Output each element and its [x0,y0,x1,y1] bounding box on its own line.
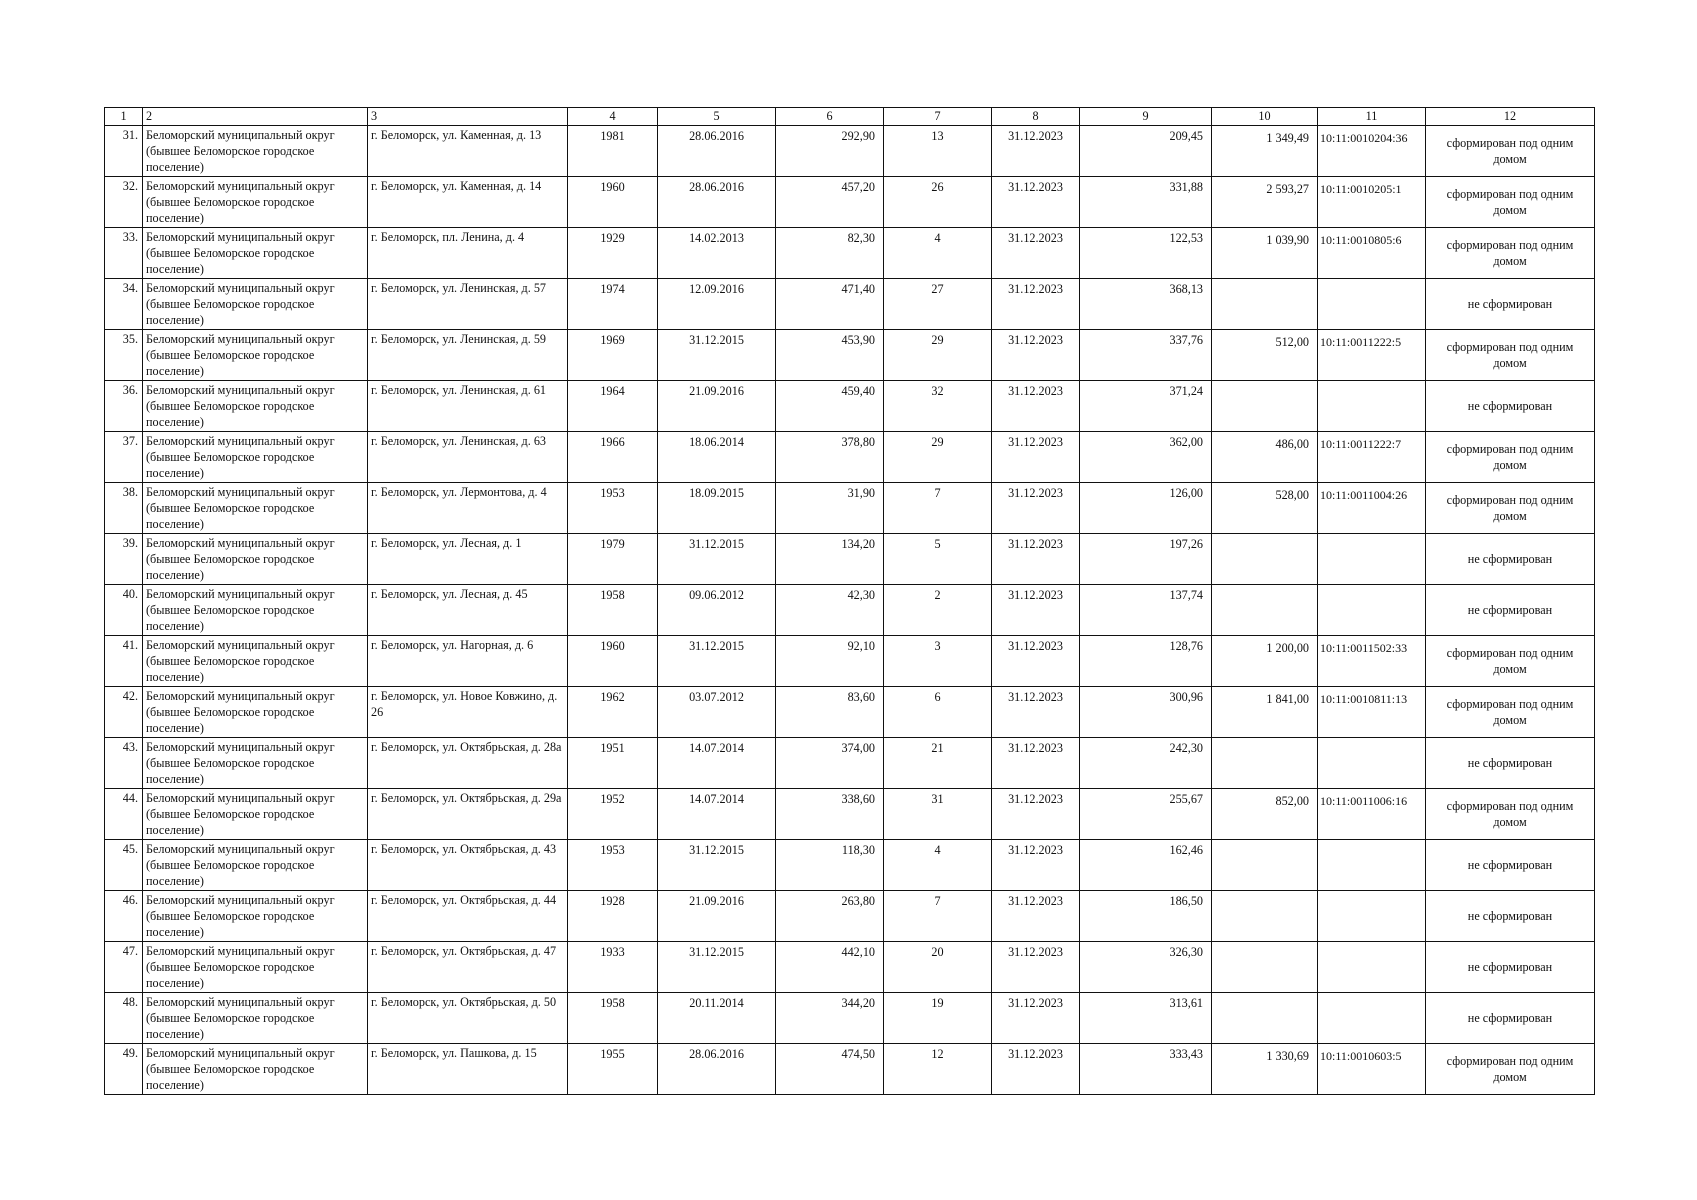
status-cell: сформирован под одним домом [1426,228,1595,279]
deadline-cell: 31.12.2023 [992,432,1080,483]
land-area-cell [1212,840,1318,891]
area-cell: 263,80 [776,891,884,942]
status-cell: сформирован под одним домом [1426,687,1595,738]
status-cell: сформирован под одним домом [1426,636,1595,687]
year-cell: 1955 [568,1044,658,1095]
municipality-cell: Беломорский муниципальный округ (бывшее Беломорское городское поселение) [143,177,368,228]
date-cell: 21.09.2016 [658,891,776,942]
table-row [105,177,1595,228]
land-area-cell: 486,00 [1212,432,1318,483]
row-number: 37. [105,432,143,483]
year-cell: 1981 [568,126,658,177]
row-number: 42. [105,687,143,738]
municipality-cell: Беломорский муниципальный округ (бывшее Беломорское городское поселение) [143,840,368,891]
table-row [105,942,1595,993]
address-cell: г. Беломорск, ул. Октябрьская, д. 43 [368,840,568,891]
table-row [105,738,1595,789]
date-cell: 12.09.2016 [658,279,776,330]
date-cell: 20.11.2014 [658,993,776,1044]
row-number: 40. [105,585,143,636]
row-number: 34. [105,279,143,330]
date-cell: 14.07.2014 [658,789,776,840]
table-row [105,687,1595,738]
land-area-cell: 512,00 [1212,330,1318,381]
area2-cell: 337,76 [1080,330,1212,381]
area-cell: 471,40 [776,279,884,330]
area2-cell: 122,53 [1080,228,1212,279]
table-row [105,789,1595,840]
municipality-cell: Беломорский муниципальный округ (бывшее Беломорское городское поселение) [143,279,368,330]
row-number: 41. [105,636,143,687]
year-cell: 1979 [568,534,658,585]
count-cell: 21 [884,738,992,789]
area-cell: 82,30 [776,228,884,279]
year-cell: 1928 [568,891,658,942]
municipality-cell: Беломорский муниципальный округ (бывшее Беломорское городское поселение) [143,993,368,1044]
row-number: 45. [105,840,143,891]
column-header: 4 [568,108,658,126]
cadastral-number-cell [1318,993,1426,1044]
area-cell: 344,20 [776,993,884,1044]
cadastral-number-cell: 10:11:0010205:1 [1318,177,1426,228]
land-area-cell: 528,00 [1212,483,1318,534]
municipality-cell: Беломорский муниципальный округ (бывшее Беломорское городское поселение) [143,687,368,738]
column-header: 8 [992,108,1080,126]
deadline-cell: 31.12.2023 [992,840,1080,891]
land-area-cell [1212,381,1318,432]
deadline-cell: 31.12.2023 [992,279,1080,330]
table-row [105,483,1595,534]
column-header: 2 [143,108,368,126]
date-cell: 31.12.2015 [658,942,776,993]
land-area-cell: 1 039,90 [1212,228,1318,279]
cadastral-number-cell [1318,279,1426,330]
deadline-cell: 31.12.2023 [992,534,1080,585]
year-cell: 1952 [568,789,658,840]
status-cell: сформирован под одним домом [1426,126,1595,177]
status-cell: сформирован под одним домом [1426,177,1595,228]
area-cell: 338,60 [776,789,884,840]
area-cell: 134,20 [776,534,884,585]
area2-cell: 242,30 [1080,738,1212,789]
cadastral-number-cell [1318,585,1426,636]
row-number: 32. [105,177,143,228]
deadline-cell: 31.12.2023 [992,228,1080,279]
row-number: 47. [105,942,143,993]
column-header: 6 [776,108,884,126]
land-area-cell: 1 841,00 [1212,687,1318,738]
count-cell: 26 [884,177,992,228]
year-cell: 1953 [568,840,658,891]
table-row [105,1044,1595,1095]
count-cell: 27 [884,279,992,330]
status-cell: не сформирован [1426,942,1595,993]
area2-cell: 362,00 [1080,432,1212,483]
date-cell: 21.09.2016 [658,381,776,432]
row-number: 35. [105,330,143,381]
status-cell: не сформирован [1426,993,1595,1044]
count-cell: 31 [884,789,992,840]
land-area-cell: 852,00 [1212,789,1318,840]
cadastral-number-cell: 10:11:0011502:33 [1318,636,1426,687]
area-cell: 442,10 [776,942,884,993]
area-cell: 118,30 [776,840,884,891]
year-cell: 1929 [568,228,658,279]
address-cell: г. Беломорск, ул. Октябрьская, д. 29а [368,789,568,840]
area-cell: 292,90 [776,126,884,177]
date-cell: 28.06.2016 [658,126,776,177]
municipality-cell: Беломорский муниципальный округ (бывшее Беломорское городское поселение) [143,636,368,687]
table-row [105,432,1595,483]
address-cell: г. Беломорск, ул. Октябрьская, д. 47 [368,942,568,993]
address-cell: г. Беломорск, ул. Октябрьская, д. 44 [368,891,568,942]
count-cell: 13 [884,126,992,177]
deadline-cell: 31.12.2023 [992,687,1080,738]
row-number: 44. [105,789,143,840]
municipality-cell: Беломорский муниципальный округ (бывшее Беломорское городское поселение) [143,228,368,279]
status-cell: сформирован под одним домом [1426,1044,1595,1095]
count-cell: 4 [884,228,992,279]
status-cell: не сформирован [1426,381,1595,432]
cadastral-number-cell: 10:11:0011222:7 [1318,432,1426,483]
area2-cell: 126,00 [1080,483,1212,534]
date-cell: 14.02.2013 [658,228,776,279]
row-number: 36. [105,381,143,432]
cadastral-number-cell [1318,942,1426,993]
column-header: 11 [1318,108,1426,126]
land-area-cell [1212,738,1318,789]
deadline-cell: 31.12.2023 [992,330,1080,381]
land-area-cell [1212,585,1318,636]
cadastral-number-cell [1318,381,1426,432]
cadastral-number-cell: 10:11:0010204:36 [1318,126,1426,177]
deadline-cell: 31.12.2023 [992,891,1080,942]
table-row [105,993,1595,1044]
column-header: 1 [105,108,143,126]
column-number-row [105,108,1595,126]
address-cell: г. Беломорск, ул. Октябрьская, д. 50 [368,993,568,1044]
land-area-cell: 2 593,27 [1212,177,1318,228]
count-cell: 2 [884,585,992,636]
land-area-cell: 1 330,69 [1212,1044,1318,1095]
municipality-cell: Беломорский муниципальный округ (бывшее Беломорское городское поселение) [143,381,368,432]
deadline-cell: 31.12.2023 [992,789,1080,840]
municipality-cell: Беломорский муниципальный округ (бывшее Беломорское городское поселение) [143,942,368,993]
year-cell: 1969 [568,330,658,381]
count-cell: 12 [884,1044,992,1095]
area-cell: 374,00 [776,738,884,789]
area-cell: 459,40 [776,381,884,432]
date-cell: 18.09.2015 [658,483,776,534]
year-cell: 1933 [568,942,658,993]
address-cell: г. Беломорск, пл. Ленина, д. 4 [368,228,568,279]
land-area-cell [1212,942,1318,993]
area2-cell: 255,67 [1080,789,1212,840]
count-cell: 4 [884,840,992,891]
land-area-cell [1212,534,1318,585]
address-cell: г. Беломорск, ул. Ленинская, д. 59 [368,330,568,381]
row-number: 31. [105,126,143,177]
date-cell: 28.06.2016 [658,177,776,228]
count-cell: 29 [884,330,992,381]
address-cell: г. Беломорск, ул. Ленинская, д. 61 [368,381,568,432]
status-cell: не сформирован [1426,534,1595,585]
table-row [105,636,1595,687]
date-cell: 03.07.2012 [658,687,776,738]
area-cell: 453,90 [776,330,884,381]
count-cell: 7 [884,483,992,534]
area-cell: 92,10 [776,636,884,687]
land-area-cell: 1 200,00 [1212,636,1318,687]
year-cell: 1951 [568,738,658,789]
municipality-cell: Беломорский муниципальный округ (бывшее Беломорское городское поселение) [143,738,368,789]
table-header [105,108,1595,126]
deadline-cell: 31.12.2023 [992,381,1080,432]
table-row [105,891,1595,942]
count-cell: 3 [884,636,992,687]
municipality-cell: Беломорский муниципальный округ (бывшее Беломорское городское поселение) [143,126,368,177]
cadastral-number-cell: 10:11:0010811:13 [1318,687,1426,738]
area2-cell: 209,45 [1080,126,1212,177]
deadline-cell: 31.12.2023 [992,483,1080,534]
count-cell: 19 [884,993,992,1044]
count-cell: 7 [884,891,992,942]
date-cell: 14.07.2014 [658,738,776,789]
column-header: 3 [368,108,568,126]
area-cell: 378,80 [776,432,884,483]
address-cell: г. Беломорск, ул. Ленинская, д. 57 [368,279,568,330]
column-header: 10 [1212,108,1318,126]
cadastral-number-cell [1318,534,1426,585]
address-cell: г. Беломорск, ул. Каменная, д. 14 [368,177,568,228]
status-cell: не сформирован [1426,279,1595,330]
status-cell: сформирован под одним домом [1426,789,1595,840]
row-number: 49. [105,1044,143,1095]
address-cell: г. Беломорск, ул. Лесная, д. 1 [368,534,568,585]
table-row [105,534,1595,585]
row-number: 39. [105,534,143,585]
count-cell: 20 [884,942,992,993]
deadline-cell: 31.12.2023 [992,993,1080,1044]
date-cell: 18.06.2014 [658,432,776,483]
land-area-cell [1212,279,1318,330]
area2-cell: 368,13 [1080,279,1212,330]
year-cell: 1966 [568,432,658,483]
municipality-cell: Беломорский муниципальный округ (бывшее Беломорское городское поселение) [143,891,368,942]
date-cell: 31.12.2015 [658,636,776,687]
land-area-cell [1212,993,1318,1044]
year-cell: 1958 [568,993,658,1044]
area2-cell: 197,26 [1080,534,1212,585]
municipality-cell: Беломорский муниципальный округ (бывшее Беломорское городское поселение) [143,1044,368,1095]
area2-cell: 371,24 [1080,381,1212,432]
area2-cell: 162,46 [1080,840,1212,891]
table-row [105,840,1595,891]
address-cell: г. Беломорск, ул. Каменная, д. 13 [368,126,568,177]
area-cell: 457,20 [776,177,884,228]
area2-cell: 333,43 [1080,1044,1212,1095]
deadline-cell: 31.12.2023 [992,585,1080,636]
address-cell: г. Беломорск, ул. Новое Ковжино, д. 26 [368,687,568,738]
area2-cell: 331,88 [1080,177,1212,228]
table-row [105,126,1595,177]
land-area-cell: 1 349,49 [1212,126,1318,177]
status-cell: не сформирован [1426,738,1595,789]
date-cell: 31.12.2015 [658,840,776,891]
area2-cell: 137,74 [1080,585,1212,636]
cadastral-number-cell [1318,738,1426,789]
date-cell: 28.06.2016 [658,1044,776,1095]
year-cell: 1960 [568,636,658,687]
address-cell: г. Беломорск, ул. Лесная, д. 45 [368,585,568,636]
date-cell: 31.12.2015 [658,330,776,381]
year-cell: 1960 [568,177,658,228]
year-cell: 1974 [568,279,658,330]
area2-cell: 300,96 [1080,687,1212,738]
table-row [105,585,1595,636]
deadline-cell: 31.12.2023 [992,942,1080,993]
year-cell: 1953 [568,483,658,534]
municipality-cell: Беломорский муниципальный округ (бывшее Беломорское городское поселение) [143,585,368,636]
row-number: 33. [105,228,143,279]
status-cell: сформирован под одним домом [1426,330,1595,381]
municipality-cell: Беломорский муниципальный округ (бывшее Беломорское городское поселение) [143,534,368,585]
area-cell: 31,90 [776,483,884,534]
status-cell: не сформирован [1426,891,1595,942]
cadastral-number-cell: 10:11:0010805:6 [1318,228,1426,279]
cadastral-number-cell: 10:11:0011006:16 [1318,789,1426,840]
cadastral-number-cell: 10:11:0011222:5 [1318,330,1426,381]
table-body [105,126,1595,1095]
date-cell: 31.12.2015 [658,534,776,585]
column-header: 12 [1426,108,1595,126]
deadline-cell: 31.12.2023 [992,126,1080,177]
count-cell: 6 [884,687,992,738]
area2-cell: 313,61 [1080,993,1212,1044]
deadline-cell: 31.12.2023 [992,738,1080,789]
column-header: 7 [884,108,992,126]
address-cell: г. Беломорск, ул. Пашкова, д. 15 [368,1044,568,1095]
land-area-cell [1212,891,1318,942]
area2-cell: 326,30 [1080,942,1212,993]
area2-cell: 186,50 [1080,891,1212,942]
row-number: 46. [105,891,143,942]
table-row [105,279,1595,330]
area-cell: 474,50 [776,1044,884,1095]
address-cell: г. Беломорск, ул. Нагорная, д. 6 [368,636,568,687]
status-cell: не сформирован [1426,585,1595,636]
cadastral-number-cell [1318,891,1426,942]
cadastral-number-cell: 10:11:0011004:26 [1318,483,1426,534]
row-number: 38. [105,483,143,534]
housing-register-table [104,107,1595,1095]
municipality-cell: Беломорский муниципальный округ (бывшее Беломорское городское поселение) [143,789,368,840]
deadline-cell: 31.12.2023 [992,636,1080,687]
year-cell: 1962 [568,687,658,738]
status-cell: сформирован под одним домом [1426,432,1595,483]
year-cell: 1964 [568,381,658,432]
deadline-cell: 31.12.2023 [992,1044,1080,1095]
count-cell: 5 [884,534,992,585]
cadastral-number-cell: 10:11:0010603:5 [1318,1044,1426,1095]
year-cell: 1958 [568,585,658,636]
column-header: 5 [658,108,776,126]
deadline-cell: 31.12.2023 [992,177,1080,228]
count-cell: 29 [884,432,992,483]
row-number: 43. [105,738,143,789]
table-row [105,381,1595,432]
status-cell: сформирован под одним домом [1426,483,1595,534]
date-cell: 09.06.2012 [658,585,776,636]
column-header: 9 [1080,108,1212,126]
area2-cell: 128,76 [1080,636,1212,687]
count-cell: 32 [884,381,992,432]
area-cell: 42,30 [776,585,884,636]
cadastral-number-cell [1318,840,1426,891]
table-row [105,330,1595,381]
status-cell: не сформирован [1426,840,1595,891]
area-cell: 83,60 [776,687,884,738]
table-row [105,228,1595,279]
address-cell: г. Беломорск, ул. Октябрьская, д. 28а [368,738,568,789]
municipality-cell: Беломорский муниципальный округ (бывшее Беломорское городское поселение) [143,330,368,381]
address-cell: г. Беломорск, ул. Ленинская, д. 63 [368,432,568,483]
municipality-cell: Беломорский муниципальный округ (бывшее Беломорское городское поселение) [143,432,368,483]
municipality-cell: Беломорский муниципальный округ (бывшее Беломорское городское поселение) [143,483,368,534]
row-number: 48. [105,993,143,1044]
address-cell: г. Беломорск, ул. Лермонтова, д. 4 [368,483,568,534]
